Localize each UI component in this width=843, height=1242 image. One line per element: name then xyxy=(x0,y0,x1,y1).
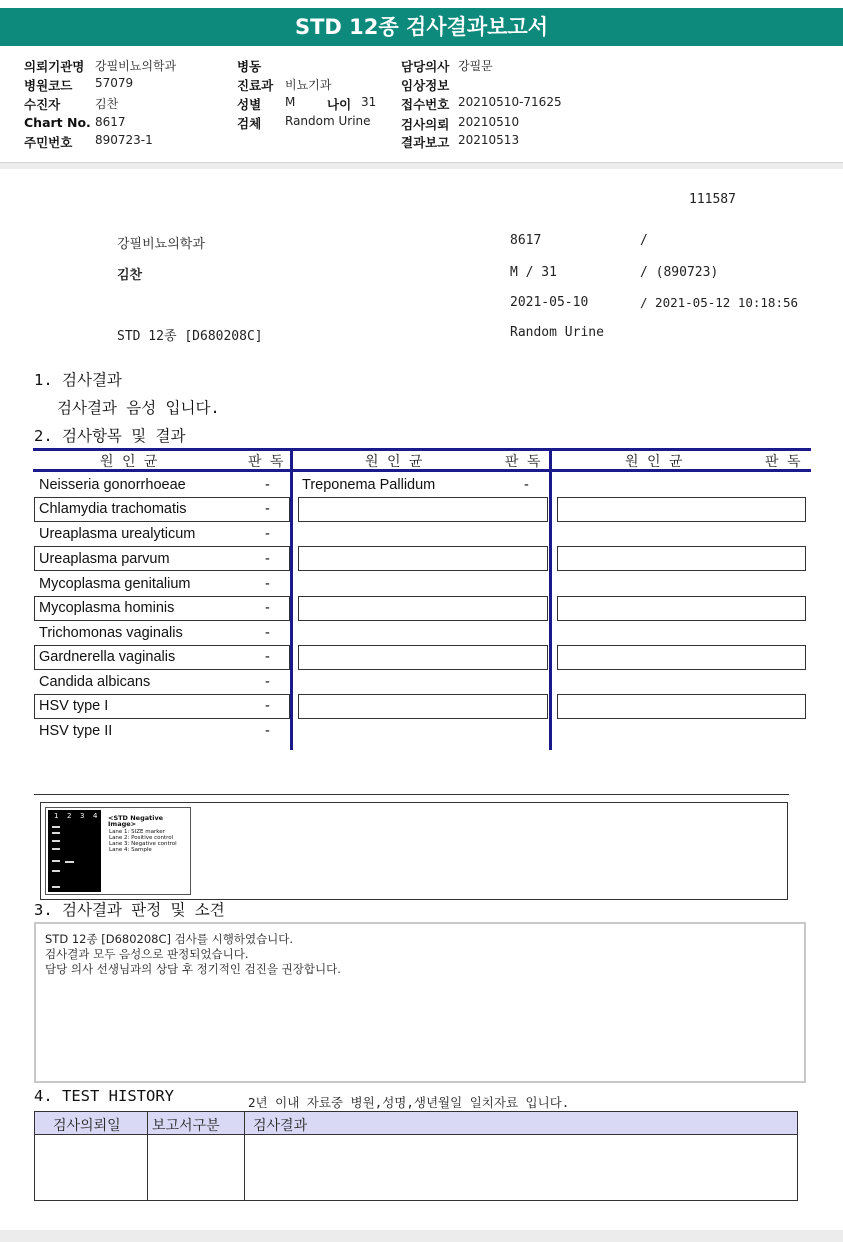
pathogen-name: Neisseria gonorrhoeae xyxy=(39,477,186,493)
page-bottom-bar xyxy=(0,1230,843,1242)
section3-title: 3. 검사결과 판정 및 소견 xyxy=(34,901,225,919)
pathogen-name: Ureaplasma parvum xyxy=(39,551,170,567)
document-id: 111587 xyxy=(689,192,736,207)
report-title: STD 12종 검사결과보고서 xyxy=(0,8,843,46)
row-box xyxy=(298,596,548,621)
gel-note: Lane 2: Positive control xyxy=(109,835,174,841)
section4-title: 4. TEST HISTORY xyxy=(34,1087,174,1105)
row-box xyxy=(557,596,806,621)
summary-request-date: 2021-05-10 xyxy=(510,295,589,310)
opinion-box xyxy=(34,922,806,1083)
specimen-label: 검체 xyxy=(237,116,262,131)
gel-band xyxy=(52,832,60,834)
row-box xyxy=(298,497,548,522)
department-label: 진료과 xyxy=(237,78,274,93)
hospital-value: 강필비뇨의학과 xyxy=(95,59,177,73)
hospital-code-label: 병원코드 xyxy=(24,78,73,93)
clinical-info-label: 임상정보 xyxy=(401,78,450,93)
header-divider xyxy=(0,162,843,169)
col1-header-result: 판 독 xyxy=(248,454,284,470)
pathogen-name: HSV type I xyxy=(39,698,109,714)
opinion-line: 담당 의사 선생님과의 상담 후 정기적인 검진을 권장합니다. xyxy=(45,962,341,976)
table-col-divider-2 xyxy=(549,448,552,750)
specimen-value: Random Urine xyxy=(285,114,371,128)
history-note: 2년 이내 자료중 병원,성명,생년월일 일치자료 입니다. xyxy=(248,1095,570,1110)
lane-label: 4 xyxy=(93,812,98,820)
resident-no-value: 890723-1 xyxy=(95,133,153,147)
pathogen-result: - xyxy=(265,477,270,493)
summary-test-name: STD 12종 [D680208C] xyxy=(117,329,263,344)
hospital-label: 의뢰기관명 xyxy=(24,59,85,74)
pathogen-result: - xyxy=(265,625,270,641)
pathogen-result: - xyxy=(265,576,270,592)
history-col-divider xyxy=(244,1112,245,1200)
section1-title: 1. 검사결과 xyxy=(34,371,122,389)
gel-note: Lane 4: Sample xyxy=(109,847,152,853)
gel-region-divider xyxy=(34,794,789,795)
gel-band xyxy=(52,886,60,888)
summary-sex-age: M / 31 xyxy=(510,265,557,280)
pathogen-name: Candida albicans xyxy=(39,674,151,690)
pathogen-name: Mycoplasma genitalium xyxy=(39,576,191,592)
pathogen-result: - xyxy=(265,698,270,714)
gel-note: Lane 3: Negative control xyxy=(109,841,177,847)
opinion-line: 검사결과 모두 음성으로 판정되었습니다. xyxy=(45,947,249,961)
lane-label: 1 xyxy=(54,812,59,820)
sex-label: 성별 xyxy=(237,97,262,112)
report-date-value: 20210513 xyxy=(458,133,520,147)
history-header-report-type: 보고서구분 xyxy=(152,1118,220,1134)
resident-no-label: 주민번호 xyxy=(24,135,73,150)
row-box xyxy=(298,694,548,719)
hospital-code-value: 57079 xyxy=(95,76,134,90)
patient-label: 수진자 xyxy=(24,97,61,112)
summary-chart: 8617 xyxy=(510,233,542,248)
pathogen-result: - xyxy=(265,674,270,690)
col2-header-result: 판 독 xyxy=(505,454,541,470)
summary-chart-sep: / xyxy=(640,233,648,248)
doctor-value: 강필문 xyxy=(458,59,493,73)
opinion-line: STD 12종 [D680208C] 검사를 시행하였습니다. xyxy=(45,932,294,946)
section2-title: 2. 검사항목 및 결과 xyxy=(34,427,186,445)
report-date-label: 결과보고 xyxy=(401,135,450,150)
pathogen-name: Mycoplasma hominis xyxy=(39,600,175,616)
receipt-no-label: 접수번호 xyxy=(401,97,450,112)
col3-header-pathogen: 원 인 균 xyxy=(625,454,683,470)
request-date-value: 20210510 xyxy=(458,115,520,129)
col2-header-pathogen: 원 인 균 xyxy=(365,454,423,470)
gel-band xyxy=(65,861,74,863)
pathogen-result: - xyxy=(265,501,270,517)
gel-band xyxy=(52,848,60,850)
age-label: 나이 xyxy=(327,97,352,112)
gel-band xyxy=(52,860,60,862)
gel-photo xyxy=(48,810,101,892)
patient-value: 김찬 xyxy=(95,97,119,111)
sex-value: M xyxy=(285,95,296,109)
row-box xyxy=(298,645,548,670)
gel-note: Lane 1: SIZE marker xyxy=(109,829,165,835)
history-table-header xyxy=(35,1112,797,1135)
row-box xyxy=(557,645,806,670)
pathogen-result: - xyxy=(265,526,270,542)
gel-electrophoresis-image xyxy=(45,807,191,895)
pathogen-name: Ureaplasma urealyticum xyxy=(39,526,196,542)
row-box xyxy=(557,694,806,719)
pathogen-name: Gardnerella vaginalis xyxy=(39,649,176,665)
gel-band xyxy=(52,840,60,842)
age-value: 31 xyxy=(361,95,377,109)
table-col-divider-1 xyxy=(290,448,293,750)
gel-band xyxy=(52,870,60,872)
pathogen-result: - xyxy=(265,649,270,665)
request-date-label: 검사의뢰 xyxy=(401,117,450,132)
summary-report-date: / 2021-05-12 10:18:56 xyxy=(640,295,799,310)
ward-label: 병동 xyxy=(237,59,262,74)
department-value: 비뇨기과 xyxy=(285,78,332,92)
chart-no-value: 8617 xyxy=(95,115,126,129)
gel-image-title: <STD Negative Image> xyxy=(108,814,164,828)
pathogen-name: Chlamydia trachomatis xyxy=(39,501,187,517)
lane-label: 2 xyxy=(67,812,72,820)
history-table xyxy=(34,1111,798,1201)
history-header-request-date: 검사의뢰일 xyxy=(53,1118,121,1134)
pathogen-result: - xyxy=(265,723,270,739)
col3-header-result: 판 독 xyxy=(765,454,801,470)
doctor-label: 담당의사 xyxy=(401,59,450,74)
col1-header-pathogen: 원 인 균 xyxy=(100,454,158,470)
row-box xyxy=(298,546,548,571)
summary-hospital: 강필비뇨의학과 xyxy=(117,237,205,252)
gel-band xyxy=(52,826,60,828)
summary-specimen: Random Urine xyxy=(510,325,604,340)
summary-birth: / (890723) xyxy=(640,265,719,280)
pathogen-result: - xyxy=(265,551,270,567)
row-box xyxy=(557,497,806,522)
section1-result-text: 검사결과 음성 입니다. xyxy=(57,399,220,417)
chart-no-label: Chart No. xyxy=(24,115,91,130)
summary-patient: 김찬 xyxy=(117,268,143,283)
history-header-result: 검사결과 xyxy=(253,1118,308,1134)
row-box xyxy=(557,546,806,571)
pathogen-result: - xyxy=(265,600,270,616)
lane-label: 3 xyxy=(80,812,85,820)
pathogen-name: Treponema Pallidum xyxy=(302,477,436,493)
history-col-divider xyxy=(147,1112,148,1200)
pathogen-result: - xyxy=(524,477,529,493)
pathogen-name: Trichomonas vaginalis xyxy=(39,625,183,641)
receipt-no-value: 20210510-71625 xyxy=(458,95,562,109)
pathogen-name: HSV type II xyxy=(39,723,113,739)
